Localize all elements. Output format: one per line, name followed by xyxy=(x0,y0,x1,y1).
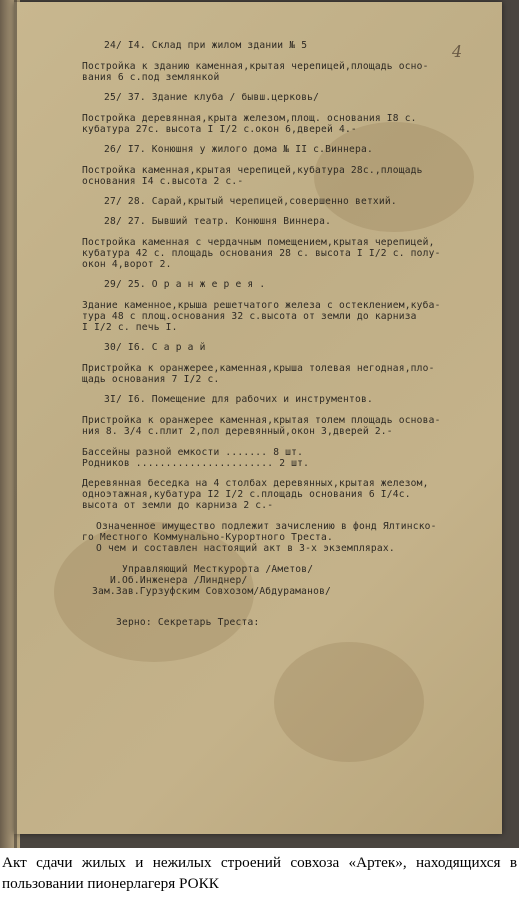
document-line: Зам.Зав.Гурзуфским Совхозом/Абдураманов/ xyxy=(92,586,332,597)
document-line: кубатура 27с. высота I I/2 с.окон 6,дверей 4.- xyxy=(82,124,357,135)
document-line: Зерно: Секретарь Треста: xyxy=(116,617,260,628)
typed-document xyxy=(82,40,492,628)
document-line: 26/ I7. Конюшня у жилого дома № II с.Виннера. xyxy=(104,144,373,155)
document-line: 24/ I4. Склад при жилом здании № 5 xyxy=(104,40,308,51)
document-line: Родников ....................... 2 шт. xyxy=(82,458,310,469)
document-line: Постройка каменная с чердачным помещением,крытая черепицей, xyxy=(82,237,435,248)
page-fold xyxy=(14,0,17,848)
document-line: го Местного Коммунально-Курортного Треста. xyxy=(82,532,333,543)
document-line: ния 8. 3/4 с.плит 2,пол деревянный,окон 3,дверей 2.- xyxy=(82,426,393,437)
document-line: Постройка каменная,крытая черепицей,кубатура 28с.,площадь xyxy=(82,165,423,176)
document-line: Постройка деревянная,крыта железом,площ. основания I8 с. xyxy=(82,113,417,124)
document-line: 25/ 37. Здание клуба / бывш.церковь/ xyxy=(104,92,320,103)
document-line: Управляющий Месткурорта /Аметов/ xyxy=(122,564,314,575)
document-line: тура 48 с площ.основания 32 с.высота от земли до карниза xyxy=(82,311,417,322)
document-line: одноэтажная,кубатура I2 I/2 с.площадь основания 6 I/4с. xyxy=(82,489,411,500)
document-line: О чем и составлен настоящий акт в 3-х экземплярах. xyxy=(96,543,395,554)
document-line: Деревянная беседка на 4 столбах деревянных,крытая железом, xyxy=(82,478,429,489)
document-line: высота от земли до карниза 2 с.- xyxy=(82,500,274,511)
document-line: I I/2 с. печь I. xyxy=(82,322,178,333)
document-line: Здание каменное,крыша решетчатого железа с остеклением,куба- xyxy=(82,300,441,311)
document-line: кубатура 42 с. площадь основания 28 с. высота I I/2 с. полу- xyxy=(82,248,441,259)
document-line: 27/ 28. Сарай,крытый черепицей,совершенно ветхий. xyxy=(104,196,397,207)
document-line: основания I4 с.высота 2 с.- xyxy=(82,176,244,187)
document-line: 28/ 27. Бывший театр. Конюшня Виннера. xyxy=(104,216,332,227)
document-line: Пристройка к оранжерее каменная,крытая толем площадь основа- xyxy=(82,415,441,426)
document-line: Пристройка к оранжерее,каменная,крыша толевая негодная,пло- xyxy=(82,363,435,374)
document-line: 29/ 25. О р а н ж е р е я . xyxy=(104,279,266,290)
document-line: 3I/ I6. Помещение для рабочих и инструментов. xyxy=(104,394,373,405)
document-line: вания 6 с.под землянкой xyxy=(82,72,220,83)
document-line: 30/ I6. С а р а й xyxy=(104,342,206,353)
document-line: Бассейны разной емкости ....... 8 шт. xyxy=(82,447,304,458)
figure-caption: Акт сдачи жилых и нежилых строений совхоза «Артек», находящихся в пользовании пионерлагеря РОКК xyxy=(2,854,517,892)
document-line: окон 4,ворот 2. xyxy=(82,259,172,270)
document-line: щадь основания 7 I/2 с. xyxy=(82,374,220,385)
page-number: 4 xyxy=(452,42,463,61)
document-line: Означенное имущество подлежит зачислению в фонд Ялтинско- xyxy=(96,521,437,532)
document-line: И.Об.Инженера /Линднер/ xyxy=(110,575,248,586)
document-line: Постройка к зданию каменная,крытая черепицей,площадь осно- xyxy=(82,61,429,72)
